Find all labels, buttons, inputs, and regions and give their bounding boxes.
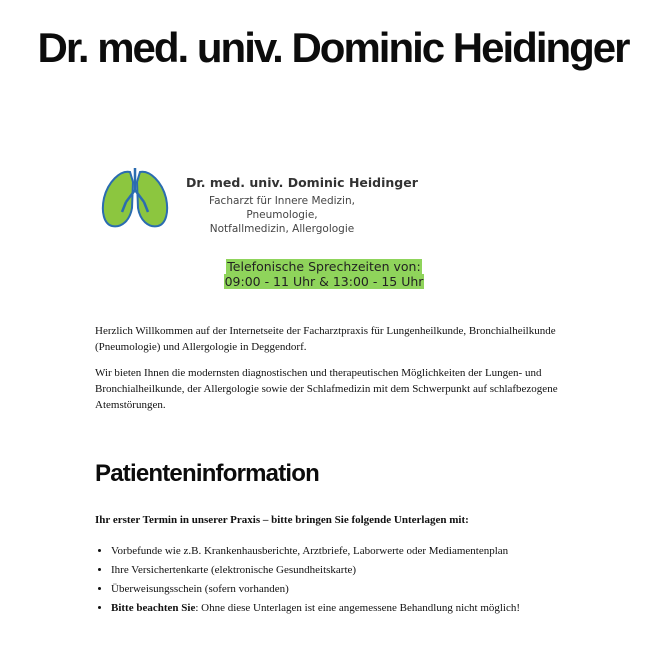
phone-hours: [0, 259, 648, 289]
logo-subtitle-line1: Facharzt für Innere Medizin, Pneumologie,: [209, 195, 355, 221]
logo-name: Dr. med. univ. Dominic Heidinger: [186, 175, 418, 190]
documents-list: [95, 542, 520, 618]
welcome-paragraph: Herzlich Willkommen auf der Internetseite der Facharztpraxis für Lungenheilkunde, Bronchialheilkunde (Pneumologie) und Allergologie in Deggendorf.: [95, 325, 556, 353]
lungs-icon: [100, 168, 172, 230]
list-item-note: [111, 599, 520, 618]
note-text: : Ohne diese Unterlagen ist eine angemessene Behandlung nicht möglich!: [195, 602, 521, 614]
list-item: • Überweisungsschein (sofern vorhanden): [111, 580, 520, 599]
site-title[interactable]: Dr. med. univ. Dominic Heidinger: [37, 24, 629, 71]
logo-subtitle: [180, 194, 384, 236]
note-label: Bitte beachten Sie: [111, 602, 196, 614]
list-item: • Vorbefunde wie z.B. Krankenhausberichte, Arztbriefe, Laborwerte oder Mediamentenplan: [111, 542, 520, 561]
first-appointment-intro: Ihr erster Termin in unserer Praxis – bitte bringen Sie folgende Unterlagen mit:: [95, 514, 469, 526]
list-item: • Ihre Versichertenkarte (elektronische Gesundheitskarte): [111, 561, 520, 580]
practice-logo: [98, 165, 418, 235]
patient-info-heading: Patienteninformation: [95, 460, 320, 487]
logo-subtitle-line2: Notfallmedizin, Allergologie: [209, 223, 355, 235]
welcome-text: [95, 323, 565, 423]
phone-hours-line2: 09:00 - 11 Uhr & 13:00 - 15 Uhr: [224, 274, 424, 289]
services-paragraph: Wir bieten Ihnen die modernsten diagnostischen und therapeutischen Möglichkeiten der Lungen- und Bronchialheilkunde, der Allergologie sowie der Schlafmedizin mit dem Schwerpunkt auf schlafbezogene Atemstörungen.: [95, 367, 558, 411]
phone-hours-line1: Telefonische Sprechzeiten von:: [227, 259, 421, 274]
